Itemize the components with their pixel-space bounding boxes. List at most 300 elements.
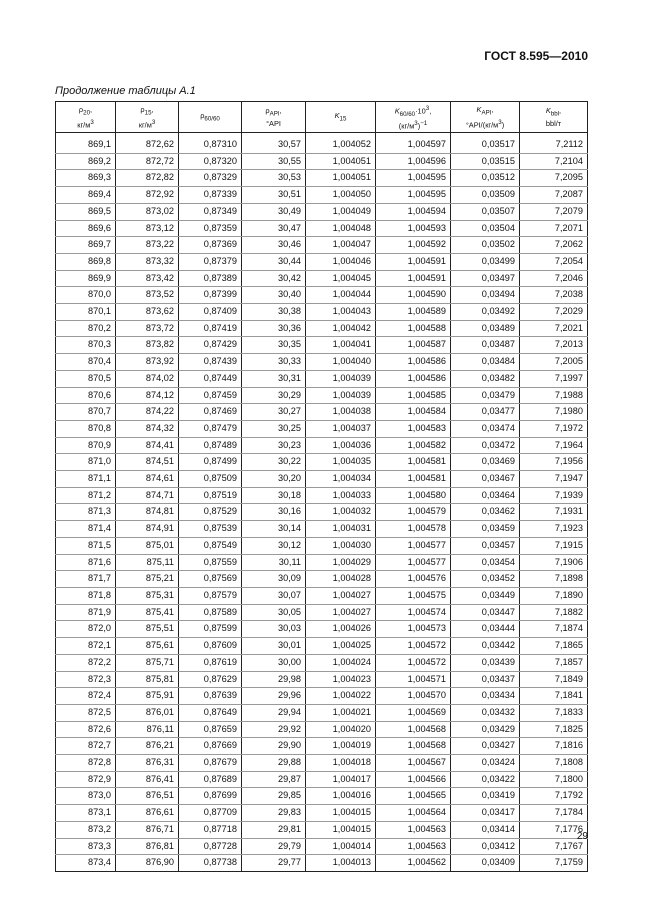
table-cell: 870,5 bbox=[56, 370, 116, 387]
table-row bbox=[56, 287, 588, 304]
table-cell: 876,41 bbox=[116, 771, 179, 788]
table-cell: 0,87529 bbox=[179, 504, 242, 521]
table-cell: 1,004577 bbox=[376, 537, 451, 554]
table-cell: 30,57 bbox=[242, 133, 306, 154]
table-cell: 0,03515 bbox=[451, 153, 520, 170]
table-cell: 30,25 bbox=[242, 420, 306, 437]
table-cell: 870,9 bbox=[56, 437, 116, 454]
table-cell: 1,004051 bbox=[306, 170, 376, 187]
table-row bbox=[56, 370, 588, 387]
table-cell: 1,004584 bbox=[376, 404, 451, 421]
table-cell: 874,12 bbox=[116, 387, 179, 404]
table-cell: 869,2 bbox=[56, 153, 116, 170]
table-cell: 869,1 bbox=[56, 133, 116, 154]
table-cell: 1,004595 bbox=[376, 170, 451, 187]
table-cell: 0,03462 bbox=[451, 504, 520, 521]
table-cell: 0,87519 bbox=[179, 487, 242, 504]
table-cell: 30,51 bbox=[242, 187, 306, 204]
table-cell: 0,03512 bbox=[451, 170, 520, 187]
table-cell: 871,5 bbox=[56, 537, 116, 554]
table-cell: 874,32 bbox=[116, 420, 179, 437]
table-cell: 7,2112 bbox=[520, 133, 588, 154]
table-row bbox=[56, 270, 588, 287]
table-cell: 7,1784 bbox=[520, 805, 588, 822]
table-cell: 7,2013 bbox=[520, 337, 588, 354]
table-cell: 7,1841 bbox=[520, 688, 588, 705]
table-cell: 0,03442 bbox=[451, 638, 520, 655]
table-cell: 30,55 bbox=[242, 153, 306, 170]
table-cell: 7,1792 bbox=[520, 788, 588, 805]
table-cell: 30,38 bbox=[242, 304, 306, 321]
table-cell: 872,1 bbox=[56, 638, 116, 655]
column-header: $K_{60/60}\cdot 10^3$, $(кг/м^3)^{-1}$ bbox=[376, 102, 451, 133]
table-cell: 0,87609 bbox=[179, 638, 242, 655]
table-cell: 1,004580 bbox=[376, 487, 451, 504]
table-cell: 869,3 bbox=[56, 170, 116, 187]
table-cell: 872,4 bbox=[56, 688, 116, 705]
table-cell: 1,004564 bbox=[376, 805, 451, 822]
table-cell: 30,44 bbox=[242, 253, 306, 270]
table-cell: 29,98 bbox=[242, 671, 306, 688]
table-cell: 875,01 bbox=[116, 537, 179, 554]
table-cell: 1,004583 bbox=[376, 420, 451, 437]
table-cell: 0,03412 bbox=[451, 838, 520, 855]
table-cell: 7,2071 bbox=[520, 220, 588, 237]
table-cell: 870,6 bbox=[56, 387, 116, 404]
table-cell: 7,2029 bbox=[520, 304, 588, 321]
table-cell: 0,87349 bbox=[179, 203, 242, 220]
table-cell: 7,1882 bbox=[520, 604, 588, 621]
table-cell: 7,2054 bbox=[520, 253, 588, 270]
table-row bbox=[56, 187, 588, 204]
table-cell: 871,0 bbox=[56, 454, 116, 471]
table-cell: 1,004035 bbox=[306, 454, 376, 471]
table-cell: 1,004570 bbox=[376, 688, 451, 705]
table-cell: 874,41 bbox=[116, 437, 179, 454]
table-cell: 872,62 bbox=[116, 133, 179, 154]
table-cell: 0,03424 bbox=[451, 755, 520, 772]
table-cell: 7,2046 bbox=[520, 270, 588, 287]
table-cell: 876,61 bbox=[116, 805, 179, 822]
table-cell: 1,004041 bbox=[306, 337, 376, 354]
table-cell: 1,004563 bbox=[376, 821, 451, 838]
table-cell: 30,05 bbox=[242, 604, 306, 621]
table-cell: 7,1947 bbox=[520, 471, 588, 488]
table-cell: 30,14 bbox=[242, 521, 306, 538]
table-cell: 1,004586 bbox=[376, 354, 451, 371]
table-row bbox=[56, 471, 588, 488]
table-cell: 1,004025 bbox=[306, 638, 376, 655]
table-cell: 29,77 bbox=[242, 855, 306, 872]
column-header: $K_{API}$, $^\circ API/(кг/м^3)$ bbox=[451, 102, 520, 133]
table-row bbox=[56, 638, 588, 655]
table-cell: 0,03504 bbox=[451, 220, 520, 237]
table-cell: 7,1857 bbox=[520, 654, 588, 671]
table-cell: 873,22 bbox=[116, 237, 179, 254]
table-cell: 873,0 bbox=[56, 788, 116, 805]
table-row bbox=[56, 571, 588, 588]
table-cell: 30,12 bbox=[242, 537, 306, 554]
table-cell: 874,71 bbox=[116, 487, 179, 504]
table-cell: 1,004572 bbox=[376, 654, 451, 671]
table-cell: 0,87499 bbox=[179, 454, 242, 471]
table-cell: 875,41 bbox=[116, 604, 179, 621]
table-cell: 1,004568 bbox=[376, 738, 451, 755]
table-cell: 1,004589 bbox=[376, 304, 451, 321]
table-cell: 0,03499 bbox=[451, 253, 520, 270]
table-cell: 30,31 bbox=[242, 370, 306, 387]
table-cell: 7,2095 bbox=[520, 170, 588, 187]
table-cell: 7,1997 bbox=[520, 370, 588, 387]
table-cell: 0,87459 bbox=[179, 387, 242, 404]
table-cell: 870,2 bbox=[56, 320, 116, 337]
table-cell: 874,61 bbox=[116, 471, 179, 488]
table-cell: 875,71 bbox=[116, 654, 179, 671]
table-cell: 0,03452 bbox=[451, 571, 520, 588]
table-cell: 1,004594 bbox=[376, 203, 451, 220]
table-cell: 1,004046 bbox=[306, 253, 376, 270]
table-cell: 873,02 bbox=[116, 203, 179, 220]
table-cell: 1,004591 bbox=[376, 270, 451, 287]
table-cell: 872,7 bbox=[56, 738, 116, 755]
table-cell: 29,83 bbox=[242, 805, 306, 822]
table-row bbox=[56, 671, 588, 688]
table-cell: 1,004033 bbox=[306, 487, 376, 504]
table-cell: 1,004586 bbox=[376, 370, 451, 387]
table-cell: 876,11 bbox=[116, 721, 179, 738]
table-cell: 874,51 bbox=[116, 454, 179, 471]
table-cell: 872,92 bbox=[116, 187, 179, 204]
table-cell: 30,20 bbox=[242, 471, 306, 488]
table-cell: 7,1800 bbox=[520, 771, 588, 788]
table-cell: 0,03439 bbox=[451, 654, 520, 671]
table-cell: 876,01 bbox=[116, 704, 179, 721]
table-cell: 1,004029 bbox=[306, 554, 376, 571]
table-cell: 1,004571 bbox=[376, 671, 451, 688]
table-cell: 1,004023 bbox=[306, 671, 376, 688]
table-row bbox=[56, 487, 588, 504]
table-cell: 0,03482 bbox=[451, 370, 520, 387]
table-cell: 0,03409 bbox=[451, 855, 520, 872]
table-row bbox=[56, 387, 588, 404]
data-table bbox=[55, 101, 588, 872]
table-cell: 1,004017 bbox=[306, 771, 376, 788]
table-cell: 7,1964 bbox=[520, 437, 588, 454]
table-cell: 30,46 bbox=[242, 237, 306, 254]
table-cell: 1,004597 bbox=[376, 133, 451, 154]
table-cell: 30,49 bbox=[242, 203, 306, 220]
table-cell: 1,004577 bbox=[376, 554, 451, 571]
table-row bbox=[56, 437, 588, 454]
table-cell: 30,18 bbox=[242, 487, 306, 504]
table-cell: 7,1956 bbox=[520, 454, 588, 471]
table-cell: 1,004026 bbox=[306, 621, 376, 638]
table-row bbox=[56, 420, 588, 437]
table-cell: 872,72 bbox=[116, 153, 179, 170]
table-cell: 0,87728 bbox=[179, 838, 242, 855]
table-cell: 0,87669 bbox=[179, 738, 242, 755]
table-cell: 0,87409 bbox=[179, 304, 242, 321]
table-row bbox=[56, 755, 588, 772]
table-cell: 1,004020 bbox=[306, 721, 376, 738]
table-cell: 7,1833 bbox=[520, 704, 588, 721]
table-cell: 29,92 bbox=[242, 721, 306, 738]
table-cell: 870,4 bbox=[56, 354, 116, 371]
table-row bbox=[56, 855, 588, 872]
table-cell: 0,03467 bbox=[451, 471, 520, 488]
table-cell: 870,0 bbox=[56, 287, 116, 304]
table-cell: 0,87659 bbox=[179, 721, 242, 738]
table-cell: 0,03502 bbox=[451, 237, 520, 254]
table-cell: 0,87709 bbox=[179, 805, 242, 822]
table-cell: 0,87449 bbox=[179, 370, 242, 387]
table-cell: 30,33 bbox=[242, 354, 306, 371]
table-row bbox=[56, 237, 588, 254]
table-row bbox=[56, 805, 588, 822]
table-row bbox=[56, 838, 588, 855]
table-cell: 29,79 bbox=[242, 838, 306, 855]
table-cell: 0,03484 bbox=[451, 354, 520, 371]
table-cell: 7,2021 bbox=[520, 320, 588, 337]
table-cell: 29,85 bbox=[242, 788, 306, 805]
table-cell: 873,2 bbox=[56, 821, 116, 838]
table-cell: 0,87559 bbox=[179, 554, 242, 571]
table-cell: 0,03472 bbox=[451, 437, 520, 454]
table-cell: 1,004574 bbox=[376, 604, 451, 621]
table-cell: 7,1890 bbox=[520, 587, 588, 604]
table-cell: 0,87629 bbox=[179, 671, 242, 688]
table-row bbox=[56, 704, 588, 721]
table-cell: 30,03 bbox=[242, 621, 306, 638]
table-cell: 873,4 bbox=[56, 855, 116, 872]
table-cell: 874,22 bbox=[116, 404, 179, 421]
table-cell: 872,2 bbox=[56, 654, 116, 671]
table-cell: 30,29 bbox=[242, 387, 306, 404]
table-cell: 1,004569 bbox=[376, 704, 451, 721]
table-cell: 871,9 bbox=[56, 604, 116, 621]
table-cell: 871,2 bbox=[56, 487, 116, 504]
table-cell: 0,03469 bbox=[451, 454, 520, 471]
table-cell: 0,87599 bbox=[179, 621, 242, 638]
column-header: $K_{bbl}$, bbl/т bbox=[520, 102, 588, 133]
table-cell: 1,004587 bbox=[376, 337, 451, 354]
table-cell: 0,87469 bbox=[179, 404, 242, 421]
table-cell: 1,004576 bbox=[376, 571, 451, 588]
table-cell: 872,8 bbox=[56, 755, 116, 772]
table-cell: 1,004052 bbox=[306, 133, 376, 154]
table-cell: 30,36 bbox=[242, 320, 306, 337]
table-cell: 30,53 bbox=[242, 170, 306, 187]
table-cell: 1,004578 bbox=[376, 521, 451, 538]
table-cell: 1,004592 bbox=[376, 237, 451, 254]
table-cell: 869,8 bbox=[56, 253, 116, 270]
table-cell: 7,1906 bbox=[520, 554, 588, 571]
table-cell: 1,004049 bbox=[306, 203, 376, 220]
page-number: 29 bbox=[576, 831, 588, 842]
table-cell: 0,03427 bbox=[451, 738, 520, 755]
table-cell: 7,1808 bbox=[520, 755, 588, 772]
table-row bbox=[56, 554, 588, 571]
table-cell: 0,87689 bbox=[179, 771, 242, 788]
table-cell: 1,004593 bbox=[376, 220, 451, 237]
table-cell: 1,004021 bbox=[306, 704, 376, 721]
table-cell: 1,004019 bbox=[306, 738, 376, 755]
table-cell: 875,81 bbox=[116, 671, 179, 688]
table-cell: 875,31 bbox=[116, 587, 179, 604]
column-header: $K_{15}$ bbox=[306, 102, 376, 133]
table-cell: 0,87649 bbox=[179, 704, 242, 721]
table-cell: 1,004565 bbox=[376, 788, 451, 805]
table-cell: 0,87399 bbox=[179, 287, 242, 304]
table-cell: 869,9 bbox=[56, 270, 116, 287]
table-cell: 0,03417 bbox=[451, 805, 520, 822]
table-cell: 873,52 bbox=[116, 287, 179, 304]
table-cell: 0,03497 bbox=[451, 270, 520, 287]
table-cell: 0,87369 bbox=[179, 237, 242, 254]
table-cell: 7,2005 bbox=[520, 354, 588, 371]
table-cell: 0,03419 bbox=[451, 788, 520, 805]
table-cell: 29,81 bbox=[242, 821, 306, 838]
table-cell: 0,03437 bbox=[451, 671, 520, 688]
table-cell: 0,03507 bbox=[451, 203, 520, 220]
table-cell: 30,47 bbox=[242, 220, 306, 237]
table-cell: 875,21 bbox=[116, 571, 179, 588]
table-cell: 873,42 bbox=[116, 270, 179, 287]
table-cell: 0,87738 bbox=[179, 855, 242, 872]
table-row bbox=[56, 537, 588, 554]
table-cell: 7,1825 bbox=[520, 721, 588, 738]
table-cell: 872,5 bbox=[56, 704, 116, 721]
table-cell: 871,1 bbox=[56, 471, 116, 488]
table-cell: 1,004562 bbox=[376, 855, 451, 872]
table-cell: 0,87699 bbox=[179, 788, 242, 805]
table-cell: 0,03492 bbox=[451, 304, 520, 321]
table-cell: 0,03487 bbox=[451, 337, 520, 354]
table-cell: 875,11 bbox=[116, 554, 179, 571]
table-row bbox=[56, 337, 588, 354]
table-cell: 0,87718 bbox=[179, 821, 242, 838]
table-cell: 7,1874 bbox=[520, 621, 588, 638]
table-cell: 1,004038 bbox=[306, 404, 376, 421]
table-cell: 7,2079 bbox=[520, 203, 588, 220]
table-cell: 875,61 bbox=[116, 638, 179, 655]
table-cell: 876,81 bbox=[116, 838, 179, 855]
table-cell: 1,004051 bbox=[306, 153, 376, 170]
table-cell: 876,90 bbox=[116, 855, 179, 872]
table-cell: 30,27 bbox=[242, 404, 306, 421]
table-cell: 0,03422 bbox=[451, 771, 520, 788]
table-cell: 872,3 bbox=[56, 671, 116, 688]
table-cell: 7,1972 bbox=[520, 420, 588, 437]
table-row bbox=[56, 320, 588, 337]
table-row bbox=[56, 504, 588, 521]
table-cell: 7,2062 bbox=[520, 237, 588, 254]
table-cell: 871,3 bbox=[56, 504, 116, 521]
table-cell: 0,87589 bbox=[179, 604, 242, 621]
table-cell: 871,6 bbox=[56, 554, 116, 571]
table-cell: 0,03447 bbox=[451, 604, 520, 621]
table-cell: 0,87619 bbox=[179, 654, 242, 671]
table-cell: 0,87679 bbox=[179, 755, 242, 772]
table-cell: 1,004039 bbox=[306, 370, 376, 387]
table-cell: 873,92 bbox=[116, 354, 179, 371]
table-row bbox=[56, 521, 588, 538]
table-cell: 1,004568 bbox=[376, 721, 451, 738]
table-cell: 7,1865 bbox=[520, 638, 588, 655]
table-cell: 870,3 bbox=[56, 337, 116, 354]
table-row bbox=[56, 203, 588, 220]
table-cell: 1,004588 bbox=[376, 320, 451, 337]
table-cell: 874,91 bbox=[116, 521, 179, 538]
table-row bbox=[56, 721, 588, 738]
table-cell: 1,004581 bbox=[376, 471, 451, 488]
table-row bbox=[56, 220, 588, 237]
table-cell: 30,07 bbox=[242, 587, 306, 604]
table-row bbox=[56, 771, 588, 788]
table-cell: 874,81 bbox=[116, 504, 179, 521]
table-cell: 0,87509 bbox=[179, 471, 242, 488]
table-cell: 7,1931 bbox=[520, 504, 588, 521]
table-cell: 1,004022 bbox=[306, 688, 376, 705]
table-cell: 869,6 bbox=[56, 220, 116, 237]
table-cell: 1,004027 bbox=[306, 587, 376, 604]
table-row bbox=[56, 153, 588, 170]
table-cell: 0,87379 bbox=[179, 253, 242, 270]
table-cell: 0,87549 bbox=[179, 537, 242, 554]
table-cell: 7,1776 bbox=[520, 821, 588, 838]
table-cell: 873,3 bbox=[56, 838, 116, 855]
table-row bbox=[56, 454, 588, 471]
table-cell: 869,7 bbox=[56, 237, 116, 254]
table-cell: 7,1988 bbox=[520, 387, 588, 404]
table-cell: 875,91 bbox=[116, 688, 179, 705]
table-cell: 1,004015 bbox=[306, 821, 376, 838]
table-cell: 7,2038 bbox=[520, 287, 588, 304]
table-cell: 873,1 bbox=[56, 805, 116, 822]
table-cell: 872,82 bbox=[116, 170, 179, 187]
table-cell: 0,87359 bbox=[179, 220, 242, 237]
table-cell: 0,87439 bbox=[179, 354, 242, 371]
table-cell: 30,35 bbox=[242, 337, 306, 354]
table-cell: 7,1767 bbox=[520, 838, 588, 855]
table-cell: 1,004036 bbox=[306, 437, 376, 454]
column-header: $\rho_{15}$, $кг/м^3$ bbox=[116, 102, 179, 133]
table-cell: 876,21 bbox=[116, 738, 179, 755]
table-cell: 0,03434 bbox=[451, 688, 520, 705]
table-cell: 1,004590 bbox=[376, 287, 451, 304]
table-cell: 30,09 bbox=[242, 571, 306, 588]
table-cell: 1,004044 bbox=[306, 287, 376, 304]
table-cell: 0,87339 bbox=[179, 187, 242, 204]
table-cell: 1,004591 bbox=[376, 253, 451, 270]
table-cell: 0,03464 bbox=[451, 487, 520, 504]
table-row bbox=[56, 404, 588, 421]
table-row bbox=[56, 304, 588, 321]
table-cell: 869,4 bbox=[56, 187, 116, 204]
table-cell: 1,004582 bbox=[376, 437, 451, 454]
table-cell: 873,12 bbox=[116, 220, 179, 237]
table-cell: 0,87579 bbox=[179, 587, 242, 604]
table-cell: 1,004585 bbox=[376, 387, 451, 404]
table-cell: 1,004048 bbox=[306, 220, 376, 237]
table-cell: 871,8 bbox=[56, 587, 116, 604]
table-cell: 874,02 bbox=[116, 370, 179, 387]
table-header-row bbox=[56, 102, 588, 133]
table-cell: 0,87389 bbox=[179, 270, 242, 287]
table-row bbox=[56, 821, 588, 838]
table-cell: 1,004575 bbox=[376, 587, 451, 604]
table-cell: 7,1980 bbox=[520, 404, 588, 421]
